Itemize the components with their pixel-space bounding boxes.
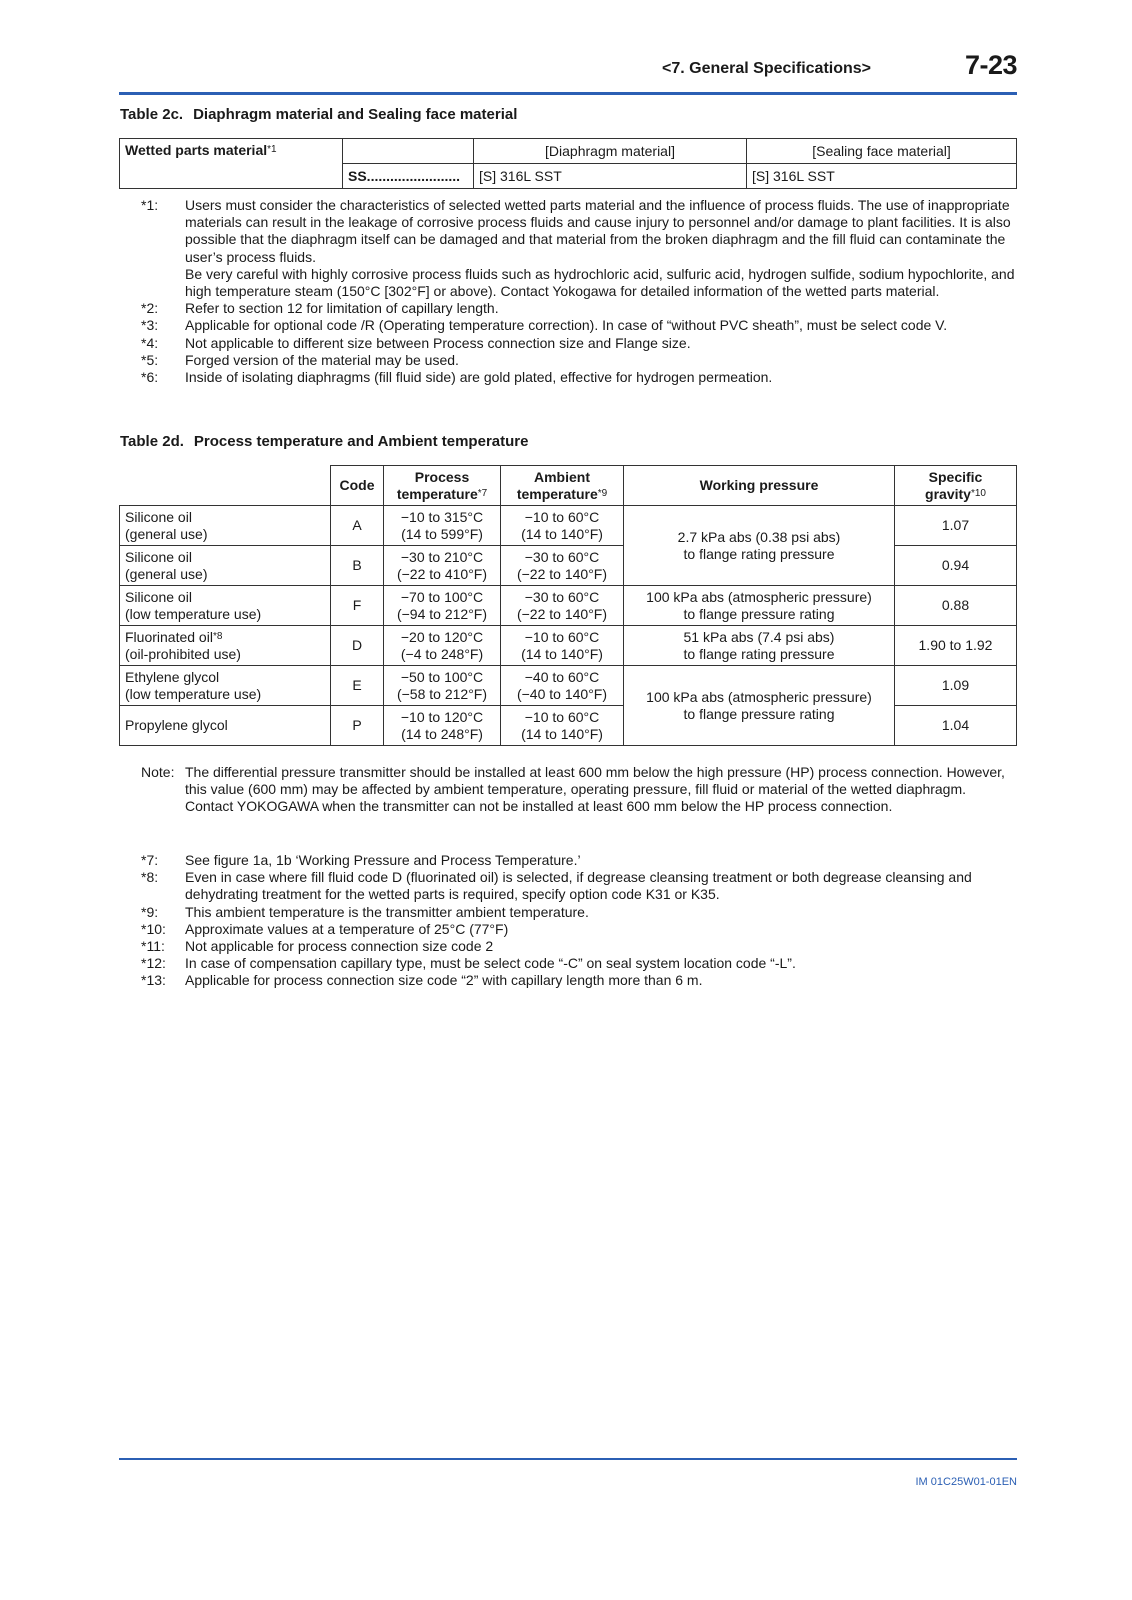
process-temp-cell: −10 to 315°C (14 to 599°F) bbox=[384, 506, 501, 546]
footnote: *5: Forged version of the material may be used. bbox=[141, 351, 459, 368]
diaphragm-header: [Diaphragm material] bbox=[474, 139, 747, 164]
empty-cell bbox=[343, 139, 474, 164]
footnote: *3: Applicable for optional code /R (Operating temperature correction). In case of “without PVC sheath”, must be select code V. bbox=[141, 317, 948, 334]
code-cell: P bbox=[331, 706, 384, 746]
specific-gravity-cell: 1.09 bbox=[895, 666, 1017, 706]
specific-gravity-cell: 1.04 bbox=[895, 706, 1017, 746]
fill-fluid-cell: Silicone oil (low temperature use) bbox=[120, 586, 331, 626]
notes-2c bbox=[119, 197, 1019, 386]
footnote: *8: Even in case where fill fluid code D (fluorinated oil) is selected, if degrease cleansing treatment or both degrease cleansing and dehydrating treatment for the wetted parts is required, specify option code K31 or K35. bbox=[141, 869, 972, 903]
footnote: *4: Not applicable to different size between Process connection size and Flange size. bbox=[141, 334, 691, 351]
table-caption: Diaphragm material and Sealing face material bbox=[193, 106, 518, 123]
empty-cell bbox=[120, 466, 331, 506]
fill-fluid-cell: Propylene glycol bbox=[120, 706, 331, 746]
process-temp-cell: −70 to 100°C (−94 to 212°F) bbox=[384, 586, 501, 626]
ambient-temp-cell: −10 to 60°C (14 to 140°F) bbox=[501, 506, 624, 546]
footnote: *12: In case of compensation capillary type, must be select code “-C” on seal system location code “-L”. bbox=[141, 955, 796, 972]
installation-note bbox=[119, 764, 1019, 816]
table-2c-title bbox=[120, 106, 517, 123]
code-cell: SS........................ bbox=[343, 164, 474, 189]
footnote: *9: This ambient temperature is the transmitter ambient temperature. bbox=[141, 903, 589, 920]
page-number: 7-23 bbox=[964, 50, 1017, 80]
header-row bbox=[120, 466, 1017, 506]
table-label: Table 2d. bbox=[120, 433, 184, 450]
notes-2d bbox=[119, 852, 1019, 990]
page-footer bbox=[119, 1458, 1017, 1488]
ambient-temp-cell: −10 to 60°C (14 to 140°F) bbox=[501, 626, 624, 666]
process-temp-cell: −10 to 120°C (14 to 248°F) bbox=[384, 706, 501, 746]
page-header bbox=[119, 46, 1017, 95]
ambient-temp-cell: −40 to 60°C (−40 to 140°F) bbox=[501, 666, 624, 706]
process-temp-cell: −20 to 120°C (−4 to 248°F) bbox=[384, 626, 501, 666]
footnote: *1: Users must consider the characteristics of selected wetted parts material and the influence of process fluids. The use of inappropriate materials can result in the leakage of corrosive process fluids and cause injury to personnel and/or damage to plant facilities. It is also possible that the diaphragm itself can be damaged and that material from the broken diaphragm and the fill fluid can contaminate the user’s process fluids. bbox=[141, 197, 1011, 265]
ambient-temp-cell: −30 to 60°C (−22 to 140°F) bbox=[501, 586, 624, 626]
table-row bbox=[120, 666, 1017, 706]
table-2d-title bbox=[120, 433, 528, 450]
note-text: The differential pressure transmitter should be installed at least 600 mm below the high pressure (HP) process connection. However, this value (600 mm) may be affected by ambient temperature, operating pressure, fill fluid or material of the wetted diaphragm. bbox=[185, 764, 1005, 798]
footnote: *7: See figure 1a, 1b ‘Working Pressure and Process Temperature.’ bbox=[141, 852, 581, 868]
document-id: IM 01C25W01-01EN bbox=[915, 1476, 1017, 1488]
working-pressure-header: Working pressure bbox=[624, 466, 895, 506]
specific-gravity-cell: 1.90 to 1.92 bbox=[895, 626, 1017, 666]
section-title: <7. General Specifications> bbox=[662, 60, 871, 77]
diaphragm-cell: [S] 316L SST bbox=[474, 164, 747, 189]
note-text: Contact YOKOGAWA when the transmitter can not be installed at least 600 mm below the HP process connection. bbox=[185, 798, 893, 815]
specific-gravity-cell: 1.07 bbox=[895, 506, 1017, 546]
footnote: *10: Approximate values at a temperature of 25°C (77°F) bbox=[141, 920, 509, 937]
working-pressure-cell: 100 kPa abs (atmospheric pressure) to flange pressure rating bbox=[624, 586, 895, 626]
footnote: *11: Not applicable for process connection size code 2 bbox=[141, 938, 494, 955]
code-cell: D bbox=[331, 626, 384, 666]
specific-gravity-cell: 0.88 bbox=[895, 586, 1017, 626]
table-row bbox=[120, 506, 1017, 546]
specific-gravity-header: Specific gravity$^{*10}$ bbox=[895, 466, 1017, 506]
working-pressure-cell: 51 kPa abs (7.4 psi abs) to flange rating pressure bbox=[624, 626, 895, 666]
wetted-parts-header: Wetted parts material$^{*1}$ bbox=[120, 139, 343, 189]
table-2c bbox=[119, 138, 1017, 189]
working-pressure-cell: 2.7 kPa abs (0.38 psi abs) to flange rating pressure bbox=[624, 506, 895, 586]
table-caption: Process temperature and Ambient temperature bbox=[193, 433, 529, 450]
footnote: *2: Refer to section 12 for limitation of capillary length. bbox=[141, 300, 499, 317]
note-label: Note: bbox=[141, 764, 175, 780]
specific-gravity-cell: 0.94 bbox=[895, 546, 1017, 586]
table-2d bbox=[119, 465, 1017, 746]
sealing-cell: [S] 316L SST bbox=[747, 164, 1017, 189]
code-cell: F bbox=[331, 586, 384, 626]
fill-fluid-cell: Silicone oil (general use) bbox=[120, 506, 331, 546]
table-row bbox=[120, 586, 1017, 626]
code-cell: E bbox=[331, 666, 384, 706]
ambient-temp-cell: −10 to 60°C (14 to 140°F) bbox=[501, 706, 624, 746]
footnote: Be very careful with highly corrosive process fluids such as hydrochloric acid, sulfuric acid, hydrogen sulfide, sodium hypochlorite, and high temperature steam (150°C [302°F] or above). Contact Yokogawa for detailed information of the wetted parts material. bbox=[185, 265, 1015, 300]
footnote: *6: Inside of isolating diaphragms (fill fluid side) are gold plated, effective for hydrogen permeation. bbox=[141, 369, 773, 386]
table-label: Table 2c. bbox=[120, 106, 184, 123]
code-cell: A bbox=[331, 506, 384, 546]
working-pressure-cell: 100 kPa abs (atmospheric pressure) to flange pressure rating bbox=[624, 666, 895, 746]
fill-fluid-cell: Fluorinated oil$^{*8}$ (oil-prohibited use) bbox=[120, 626, 331, 666]
table-row bbox=[120, 626, 1017, 666]
process-temp-cell: −30 to 210°C (−22 to 410°F) bbox=[384, 546, 501, 586]
fill-fluid-cell: Silicone oil (general use) bbox=[120, 546, 331, 586]
process-temp-header: Process temperature$^{*7}$ bbox=[384, 466, 501, 506]
ambient-temp-cell: −30 to 60°C (−22 to 140°F) bbox=[501, 546, 624, 586]
process-temp-cell: −50 to 100°C (−58 to 212°F) bbox=[384, 666, 501, 706]
code-cell: B bbox=[331, 546, 384, 586]
ambient-temp-header: Ambient temperature$^{*9}$ bbox=[501, 466, 624, 506]
code-header: Code bbox=[331, 466, 384, 506]
footnote: *13: Applicable for process connection size code “2” with capillary length more than 6 m. bbox=[141, 972, 703, 989]
fill-fluid-cell: Ethylene glycol (low temperature use) bbox=[120, 666, 331, 706]
sealing-header: [Sealing face material] bbox=[747, 139, 1017, 164]
